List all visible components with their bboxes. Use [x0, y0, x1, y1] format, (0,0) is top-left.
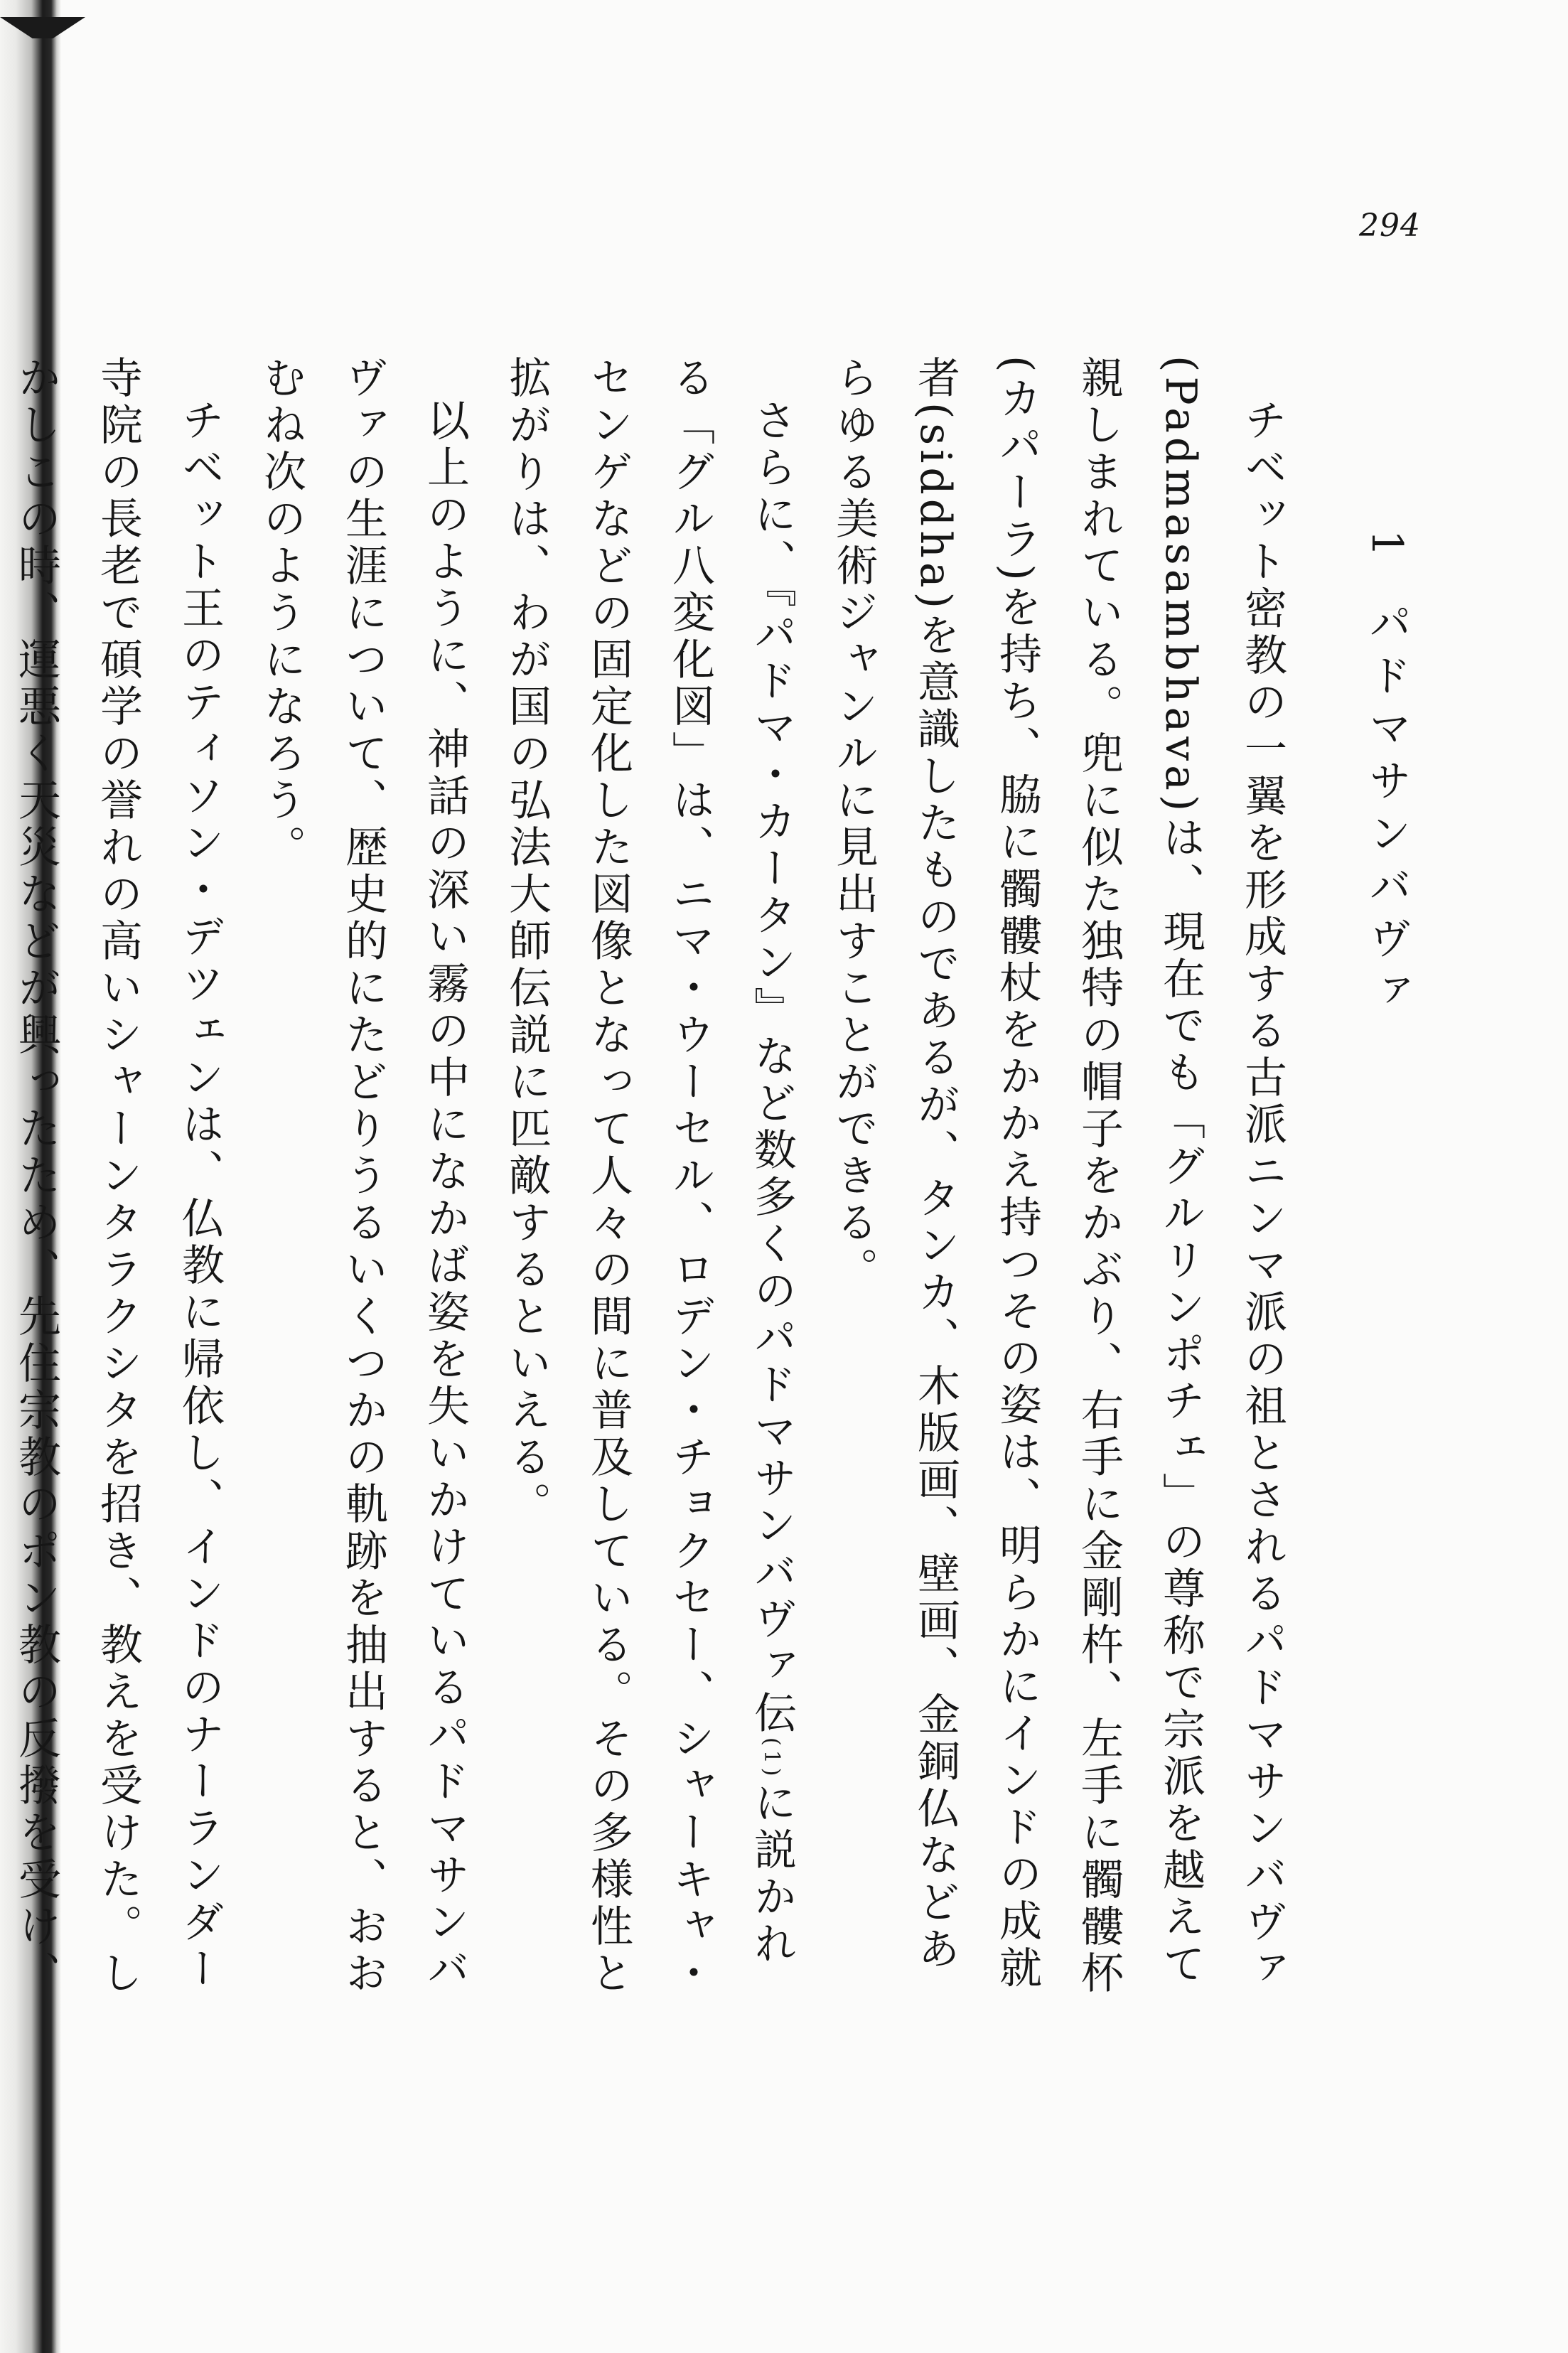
- paragraph-2: [485, 355, 812, 2012]
- chapter-number: 1: [1362, 530, 1412, 601]
- paragraph-1: チベット密教の一翼を形成する古派ニンマ派の祖とされるパドマサンバヴァ(Padmasambhava)は、現在でも「グルリンポチェ」の尊称で宗派を越えて親しまれている。兜に似た独特の帽子をかぶり、右手に金剛杵、左手に髑髏杯(カパーラ)を持ち、脇に髑髏杖をかかえ持つその姿は、明らかにインドの成就者(siddha)を意識したものであるが、タンカ、木版画、壁画、金銅仏などあらゆる美術ジャンルに見出すことができる。: [829, 355, 1287, 1998]
- body-text: [0, 355, 1427, 2012]
- paragraph-2-text-a: さらに、『パドマ・カータン』など数多くのパドマサンバヴァ伝: [747, 398, 797, 1737]
- chapter-title: パドマサンバヴァ: [1362, 601, 1412, 1022]
- chapter-heading: [1346, 355, 1427, 2012]
- paragraph-2-text-b: に説かれる「グル八変化図」は、ニマ・ウーセル、ロデン・チョクセー、シャーキャ・センゲなどの固定化した図像となって人々の間に普及している。その多様性と拡がりは、わが国の弘法大師伝説に匹敵するといえる。: [502, 355, 797, 1998]
- footnote-marker: (1): [759, 1737, 784, 1781]
- page-number: 294: [1359, 208, 1421, 244]
- paragraph-3: 以上のように、神話の深い霧の中になかば姿を失いかけているパドマサンバヴァの生涯について、歴史的にたどりうるいくつかの軌跡を抽出すると、おおむね次のようになろう。: [257, 355, 470, 1998]
- paragraph-4: チベット王のティソン・デツェンは、仏教に帰依し、インドのナーランダー寺院の長老で碩学の誉れの高いシャーンタラクシタを招き、教えを受けた。しかしこの時、運悪く天災などが興ったため、先住宗教のポン教の反撥を受け、: [11, 355, 225, 1998]
